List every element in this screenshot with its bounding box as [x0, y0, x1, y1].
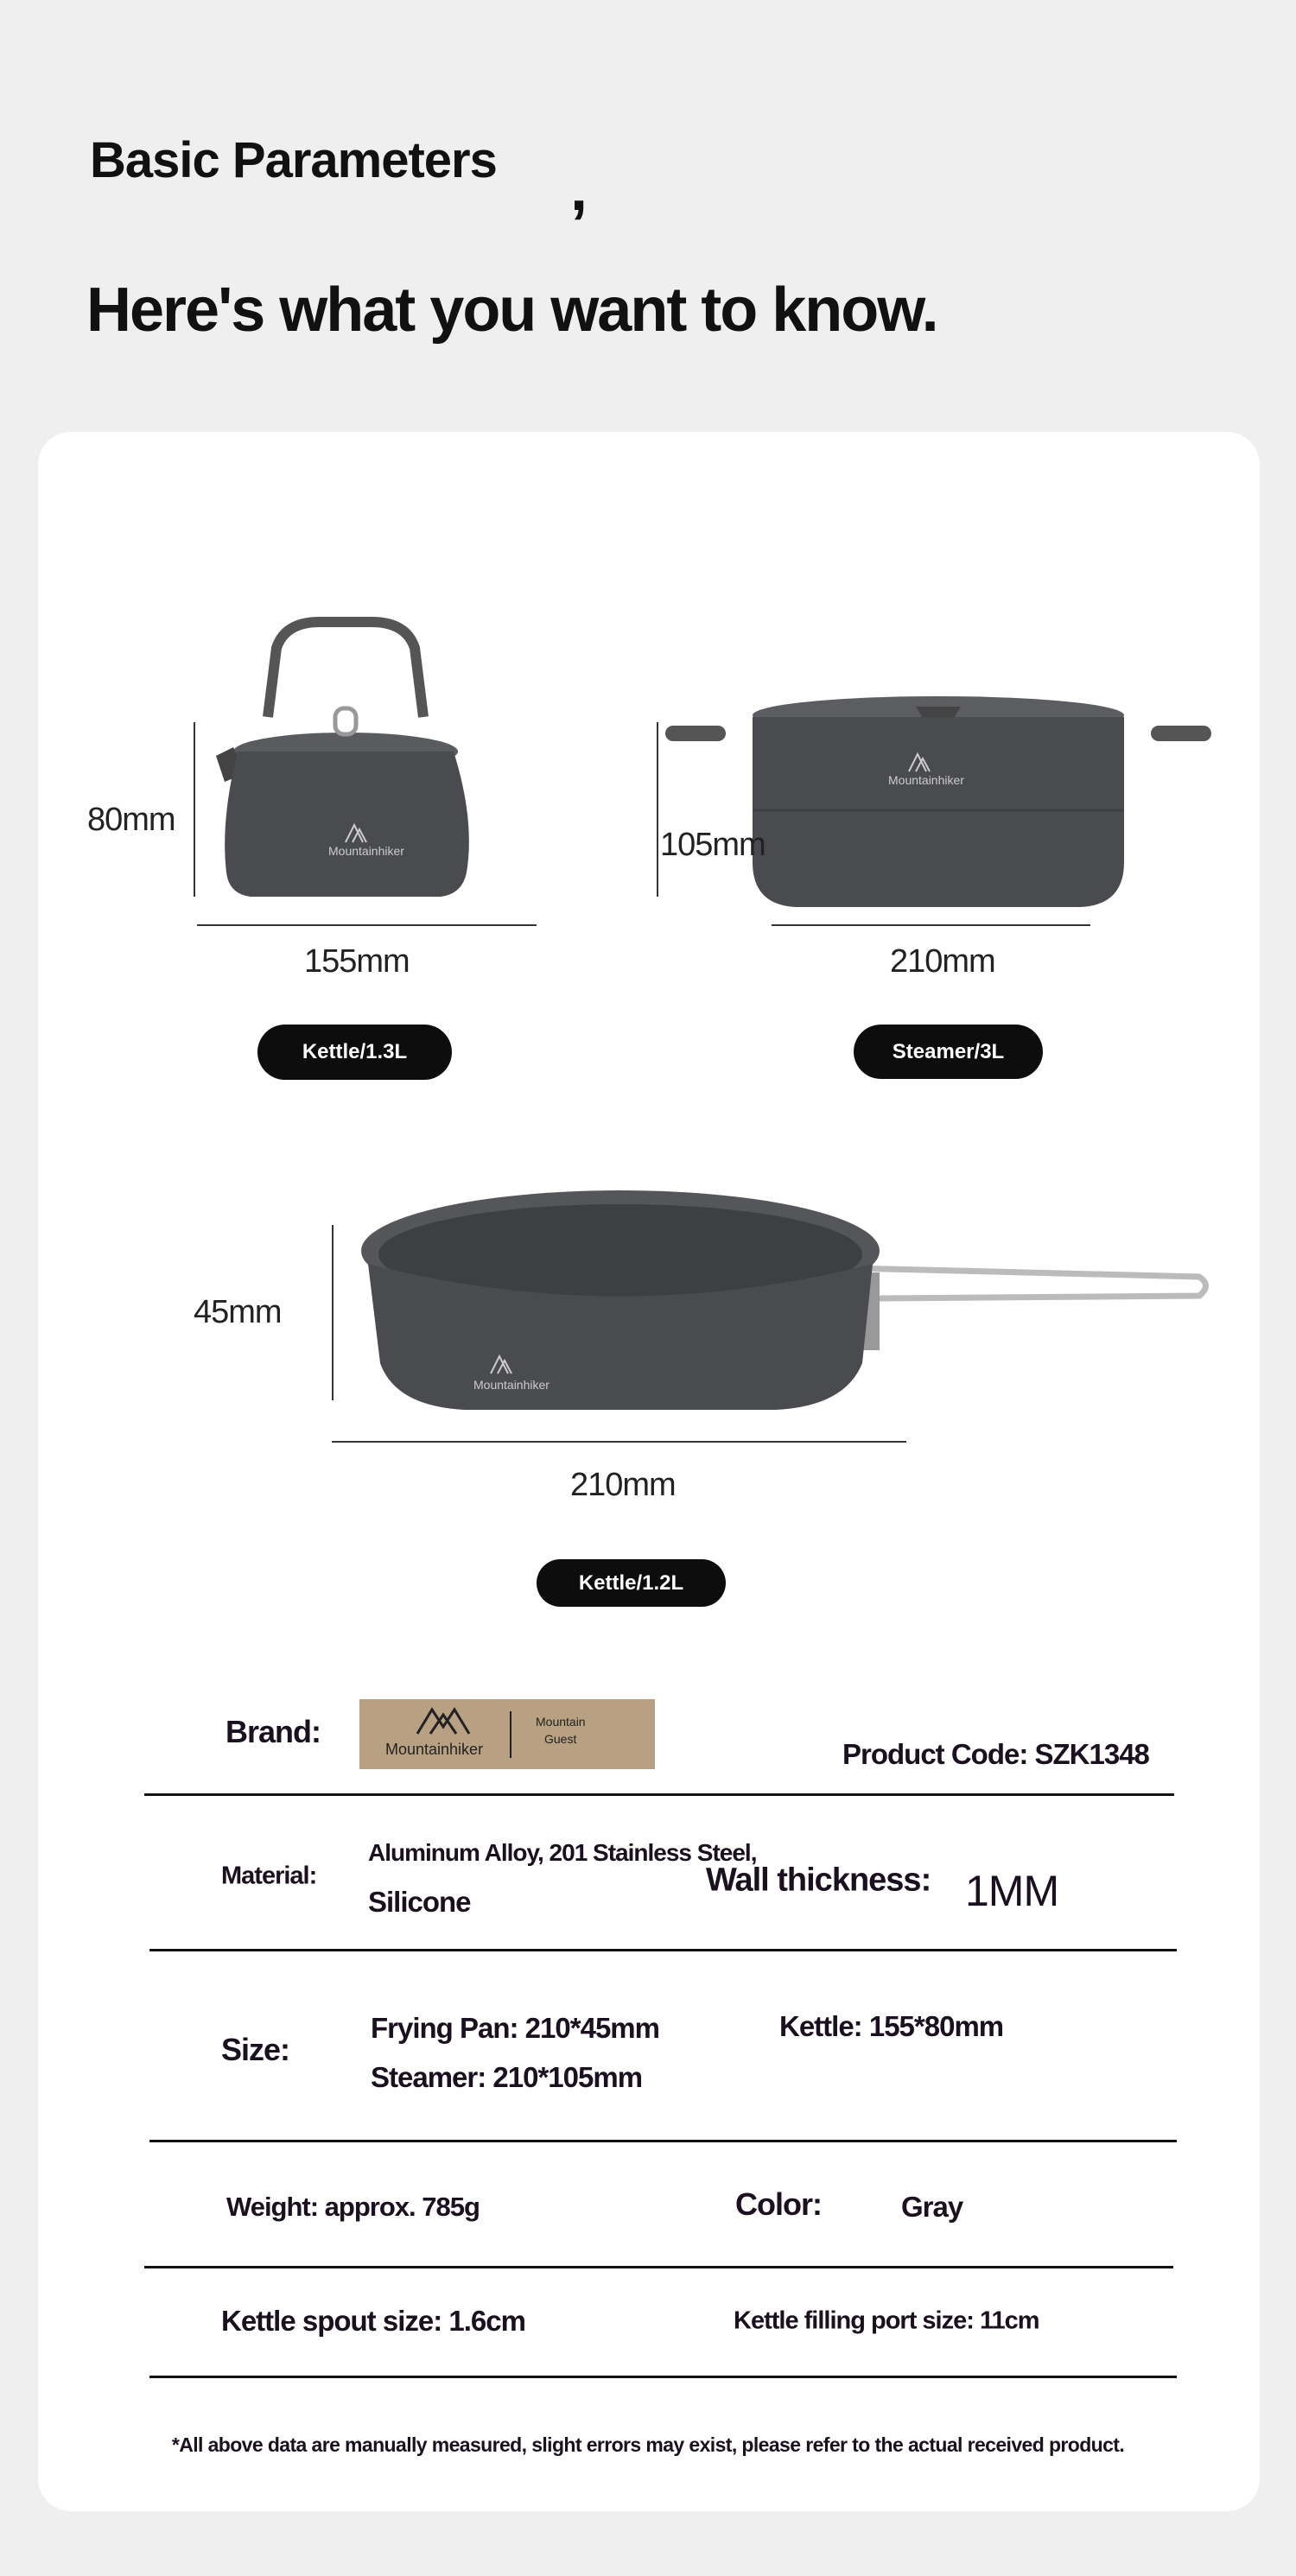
kettle-width-line [197, 924, 537, 926]
steamer-width-line [772, 924, 1090, 926]
pan-1.2l-pill: Kettle/1.2L [537, 1559, 726, 1607]
divider [149, 1949, 1177, 1951]
kettle-height-line [194, 722, 195, 897]
color-value: Gray [901, 2191, 963, 2223]
wall-thickness-label: Wall thickness: [706, 1862, 931, 1899]
divider [149, 2140, 1177, 2142]
brand-logo-main: Mountainhiker [385, 1741, 484, 1758]
color-label: Color: [735, 2186, 822, 2222]
pan-logo-text: Mountainhiker [473, 1378, 550, 1392]
size-kettle: Kettle: 155*80mm [779, 2010, 1004, 2042]
pan-height-label: 45mm [194, 1294, 282, 1330]
kettle-image [216, 596, 518, 907]
steamer-height-line [657, 722, 658, 897]
kettle-spout-size: Kettle spout size: 1.6cm [221, 2305, 525, 2337]
kettle-filling-port-size: Kettle filling port size: 11cm [734, 2306, 1039, 2335]
steamer-image [665, 689, 1211, 914]
section-subtitle: Here's what you want to know. [86, 276, 937, 345]
size-frying-pan: Frying Pan: 210*45mm [371, 2012, 659, 2044]
divider [144, 2266, 1173, 2268]
wall-thickness-value: 1MM [965, 1867, 1059, 1915]
pan-width-label: 210mm [570, 1467, 676, 1503]
material-line1: Aluminum Alloy, 201 Stainless Steel, [368, 1839, 757, 1866]
brand-logo [359, 1699, 655, 1769]
mountain-logo-icon [413, 1706, 473, 1735]
pan-height-line [332, 1225, 334, 1400]
brand-logo-sub1: Mountain [536, 1715, 586, 1729]
kettle-logo-text: Mountainhiker [328, 844, 404, 858]
title-comma: , [570, 155, 588, 224]
footnote: *All above data are manually measured, slight errors may exist, please refer to the actual received product. [171, 2433, 1125, 2456]
brand-label: Brand: [226, 1714, 321, 1749]
steamer-height-label: 105mm [660, 827, 766, 863]
material-label: Material: [221, 1862, 317, 1890]
frying-pan-image [361, 1190, 1217, 1415]
size-label: Size: [221, 2032, 290, 2067]
steamer-3l-pill: Steamer/3L [854, 1025, 1043, 1079]
steamer-logo-text: Mountainhiker [888, 773, 964, 787]
product-code: Product Code: SZK1348 [842, 1738, 1149, 1770]
material-line2: Silicone [368, 1886, 471, 1918]
size-steamer: Steamer: 210*105mm [371, 2061, 643, 2093]
kettle-width-label: 155mm [304, 943, 410, 980]
divider [149, 2376, 1177, 2378]
brand-logo-sub2: Guest [544, 1732, 577, 1746]
logo-divider [510, 1711, 511, 1758]
steamer-width-label: 210mm [890, 943, 995, 980]
divider [144, 1793, 1174, 1796]
kettle-height-label: 80mm [87, 802, 175, 838]
section-title: Basic Parameters [90, 132, 497, 188]
kettle-1.3l-pill: Kettle/1.3L [257, 1025, 452, 1080]
weight: Weight: approx. 785g [226, 2192, 480, 2222]
pan-width-line [332, 1441, 906, 1443]
